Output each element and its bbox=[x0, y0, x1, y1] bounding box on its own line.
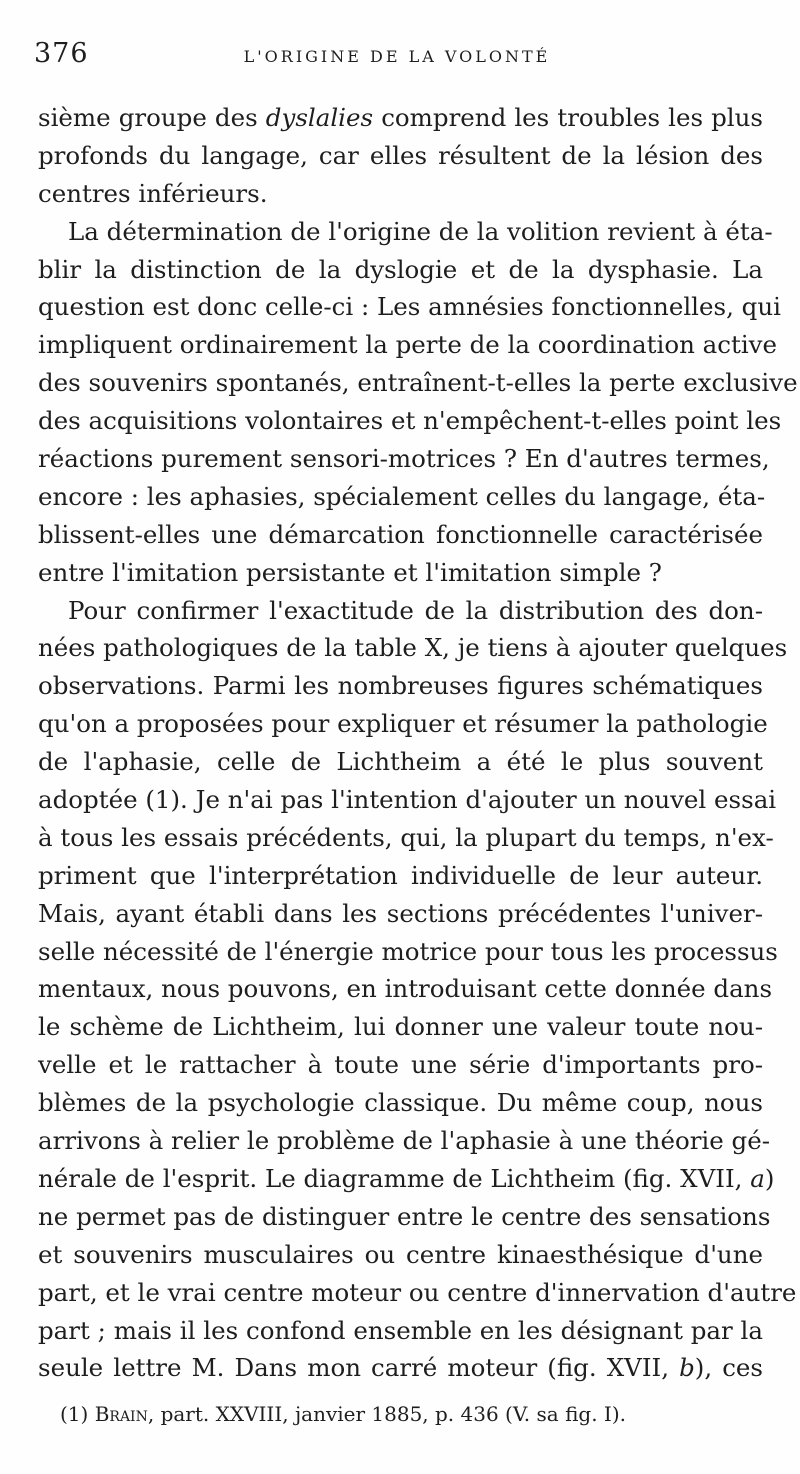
text-line: Mais, ayant établi dans les sections précédentes l'univer- bbox=[38, 898, 763, 928]
text-line: mentaux, nous pouvons, en introduisant cette donnée dans bbox=[38, 974, 773, 1004]
text-line: velle et le rattacher à toute une série d'importants pro- bbox=[38, 1050, 763, 1080]
body-text bbox=[38, 99, 798, 1387]
footnote-marker: (1) bbox=[60, 1402, 89, 1426]
text-line: le schème de Lichtheim, lui donner une valeur toute nou- bbox=[38, 1012, 763, 1042]
footnote-author: Brain, bbox=[94, 1402, 155, 1426]
text-line: blir la distinction de la dyslogie et de la dysphasie. La bbox=[38, 254, 763, 284]
text-line: centres inférieurs. bbox=[38, 178, 268, 208]
text-line: sième groupe des dyslalies comprend les troubles les plus bbox=[38, 103, 763, 132]
text-line: La détermination de l'origine de la volition revient à éta- bbox=[68, 216, 773, 246]
text-line: observations. Parmi les nombreuses figures schématiques bbox=[38, 671, 763, 701]
text-line: selle nécessité de l'énergie motrice pour tous les processus bbox=[38, 936, 778, 966]
text-line: des souvenirs spontanés, entraînent-t-elles la perte exclusive bbox=[38, 368, 798, 398]
text-line: de l'aphasie, celle de Lichtheim a été le plus souvent bbox=[38, 747, 763, 777]
text-line: part, et le vrai centre moteur ou centre d'innervation d'autre bbox=[38, 1277, 797, 1307]
text-line: question est donc celle-ci : Les amnésies fonctionnelles, qui bbox=[38, 292, 781, 322]
text-line: Pour confirmer l'exactitude de la distribution des don- bbox=[68, 595, 763, 625]
footnote bbox=[60, 1402, 626, 1426]
text-line: entre l'imitation persistante et l'imitation simple ? bbox=[38, 557, 662, 587]
text-line: adoptée (1). Je n'ai pas l'intention d'ajouter un nouvel essai bbox=[38, 785, 777, 815]
text-line: blèmes de la psychologie classique. Du même coup, nous bbox=[38, 1088, 763, 1118]
text-line: encore : les aphasies, spécialement celles du langage, éta- bbox=[38, 481, 766, 511]
text-line: qu'on a proposées pour expliquer et résumer la pathologie bbox=[38, 709, 768, 739]
text-line: profonds du langage, car elles résultent de la lésion des bbox=[38, 140, 763, 170]
text-line: des acquisitions volontaires et n'empêchent-t-elles point les bbox=[38, 406, 782, 436]
running-head: L'ORIGINE DE LA VOLONTÉ bbox=[243, 47, 551, 66]
text-line: arrivons à relier le problème de l'aphasie à une théorie gé- bbox=[38, 1126, 770, 1156]
text-line: nées pathologiques de la table X, je tiens à ajouter quelques bbox=[38, 633, 788, 663]
text-line: priment que l'interprétation individuelle de leur auteur. bbox=[38, 860, 763, 890]
text-line: impliquent ordinairement la perte de la coordination active bbox=[38, 330, 777, 360]
footnote-text: part. XXVIII, janvier 1885, p. 436 (V. sa fig. I). bbox=[160, 1402, 626, 1426]
text-line: et souvenirs musculaires ou centre kinaesthésique d'une bbox=[38, 1239, 763, 1269]
text-line: à tous les essais précédents, qui, la plupart du temps, n'ex- bbox=[38, 822, 774, 852]
text-line: ne permet pas de distinguer entre le centre des sensations bbox=[38, 1201, 771, 1231]
page-number: 376 bbox=[34, 38, 89, 69]
text-line: blissent-elles une démarcation fonctionnelle caractérisée bbox=[38, 519, 763, 549]
text-line: nérale de l'esprit. Le diagramme de Lichtheim (fig. XVII, a) bbox=[38, 1163, 775, 1193]
text-line: réactions purement sensori-motrices ? En d'autres termes, bbox=[38, 444, 770, 474]
text-line: part ; mais il les confond ensemble en les désignant par la bbox=[38, 1315, 763, 1345]
page-header bbox=[34, 38, 760, 72]
text-line: seule lettre M. Dans mon carré moteur (fig. XVII, b), ces bbox=[38, 1353, 763, 1383]
